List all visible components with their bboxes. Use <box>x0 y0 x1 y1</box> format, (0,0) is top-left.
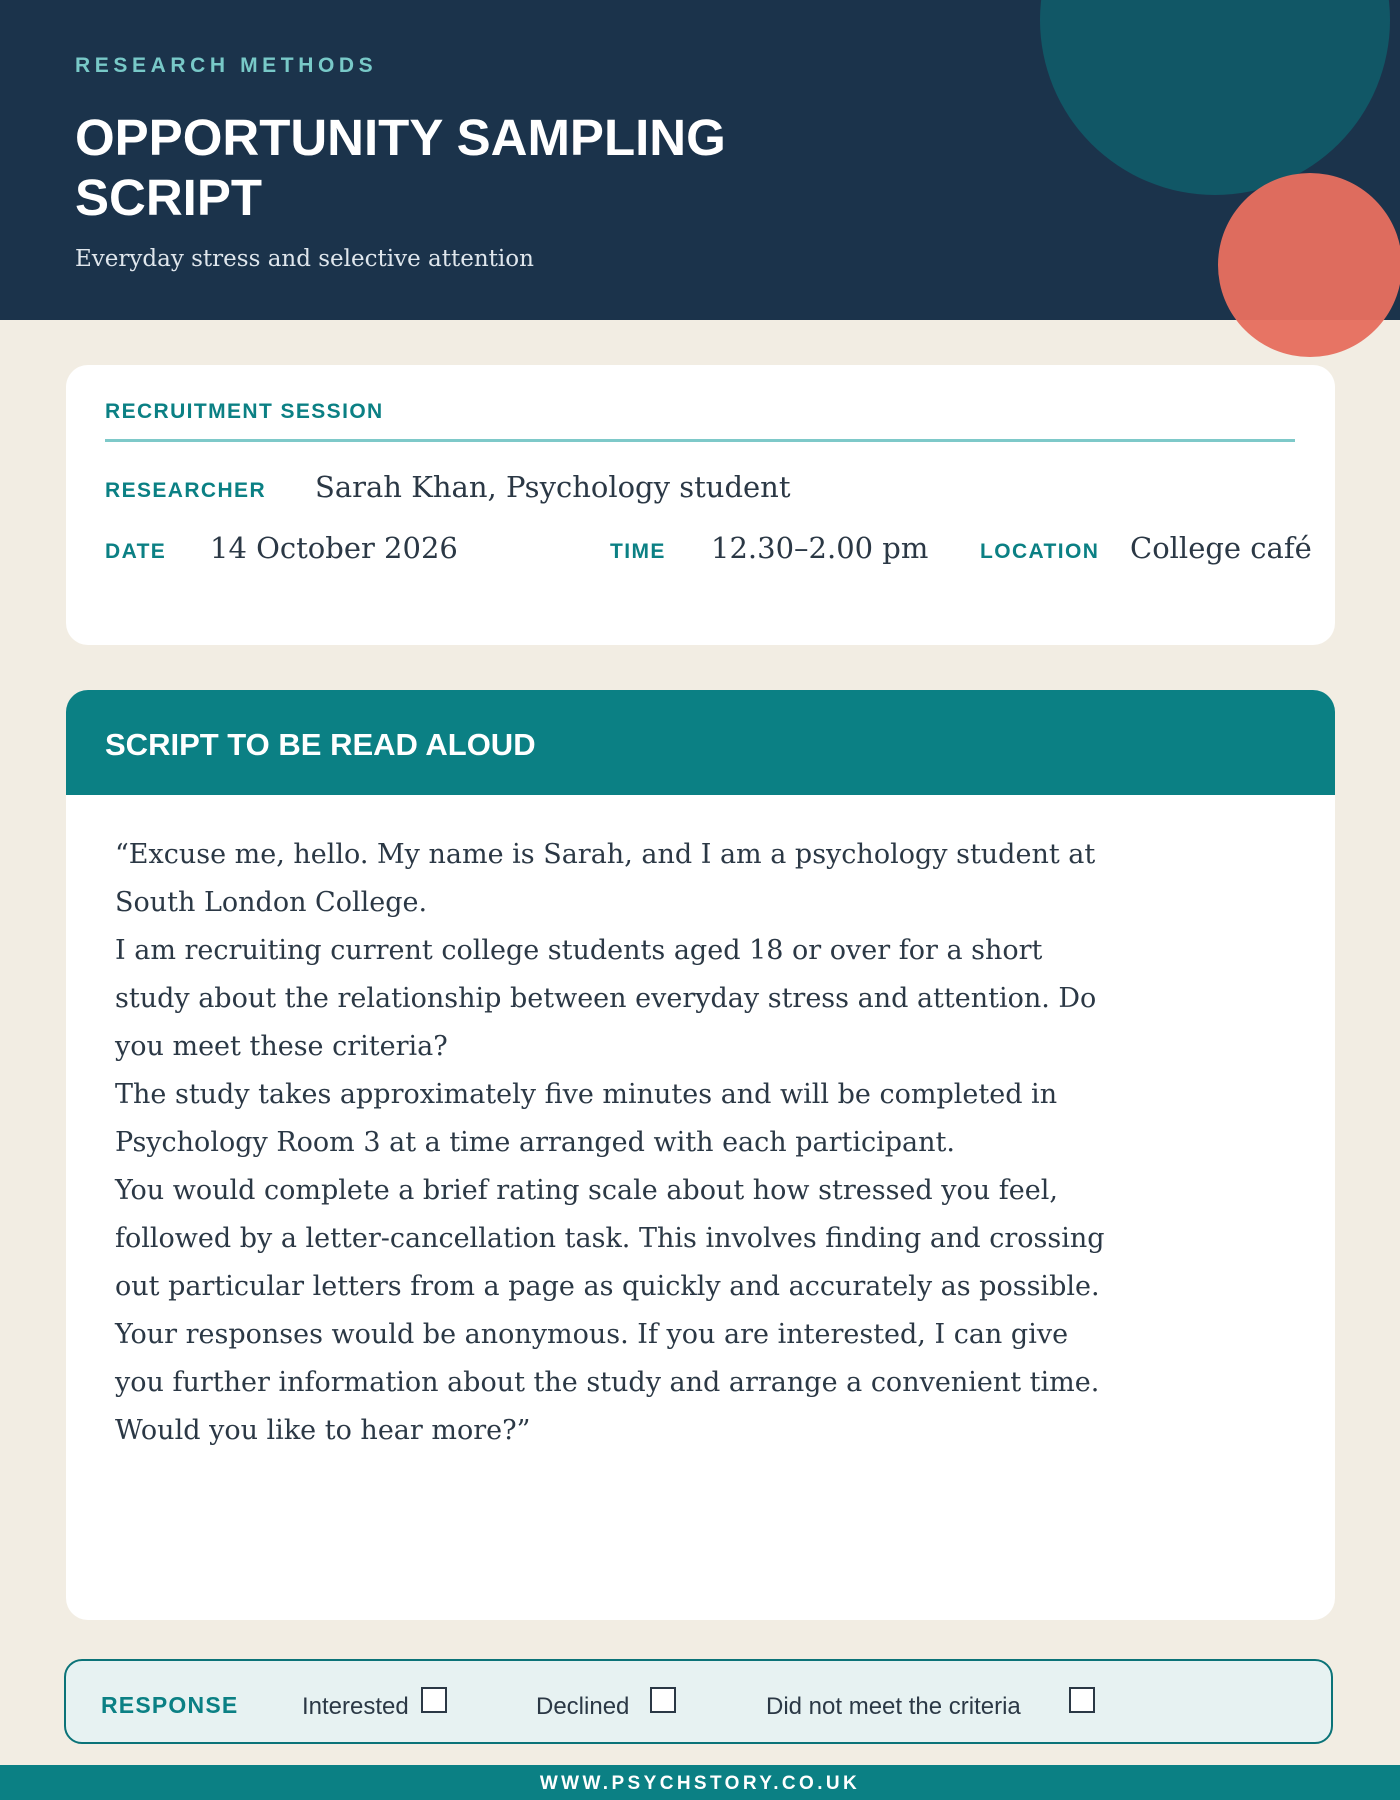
location-value: College café <box>1130 531 1312 565</box>
script-paragraph: I am recruiting current college students aged 18 or over for a short study about the relationship between everyday stress and attention. Do you meet these criteria? <box>115 935 1097 1062</box>
session-heading: RECRUITMENT SESSION <box>105 400 384 423</box>
script-heading: SCRIPT TO BE READ ALOUD <box>105 727 536 762</box>
recruitment-session-card <box>66 365 1335 645</box>
option-not-eligible-label: Did not meet the criteria <box>766 1693 1021 1720</box>
page-subtitle: Everyday stress and selective attention <box>75 246 534 272</box>
header-banner <box>0 0 1400 320</box>
option-interested-label: Interested <box>302 1693 409 1720</box>
script-paragraph: The study takes approximately five minutes and will be completed in Psychology Room 3 at a time arranged with each participant. <box>115 1079 1058 1158</box>
interested-checkbox[interactable] <box>421 1687 447 1713</box>
date-value: 14 October 2026 <box>210 531 458 565</box>
location-label: LOCATION <box>980 540 1100 563</box>
response-label: RESPONSE <box>101 1692 239 1718</box>
declined-checkbox[interactable] <box>650 1687 676 1713</box>
section-kicker: RESEARCH METHODS <box>75 54 378 77</box>
researcher-value: Sarah Khan, Psychology student <box>315 470 791 504</box>
website-link[interactable]: WWW.PSYCHSTORY.CO.UK <box>539 1773 861 1794</box>
time-value: 12.30–2.00 pm <box>711 531 929 565</box>
footer-bar <box>0 1765 1400 1800</box>
script-card <box>66 690 1335 1620</box>
not-eligible-checkbox[interactable] <box>1069 1687 1095 1713</box>
script-header-bar <box>66 690 1335 795</box>
time-label: TIME <box>610 540 666 563</box>
script-paragraph: Your responses would be anonymous. If you are interested, I can give you further information about the study and arrange a convenient time. Would you like to hear more?” <box>115 1319 1100 1446</box>
script-paragraph: You would complete a brief rating scale about how stressed you feel, followed by a letter-cancellation task. This involves finding and crossing out particular letters from a page as quickly and accurately as possible. <box>115 1175 1105 1302</box>
page-title: OPPORTUNITY SAMPLING SCRIPT <box>75 109 726 226</box>
response-bar <box>64 1659 1333 1744</box>
decorative-teal-circle <box>1040 0 1390 195</box>
option-declined-label: Declined <box>536 1693 630 1720</box>
researcher-label: RESEARCHER <box>105 479 267 502</box>
date-label: DATE <box>105 540 167 563</box>
session-divider <box>105 439 1295 442</box>
decorative-coral-circle <box>1218 173 1400 357</box>
script-text <box>115 831 1115 1455</box>
script-paragraph: “Excuse me, hello. My name is Sarah, and I am a psychology student at South London College. <box>115 839 1096 918</box>
